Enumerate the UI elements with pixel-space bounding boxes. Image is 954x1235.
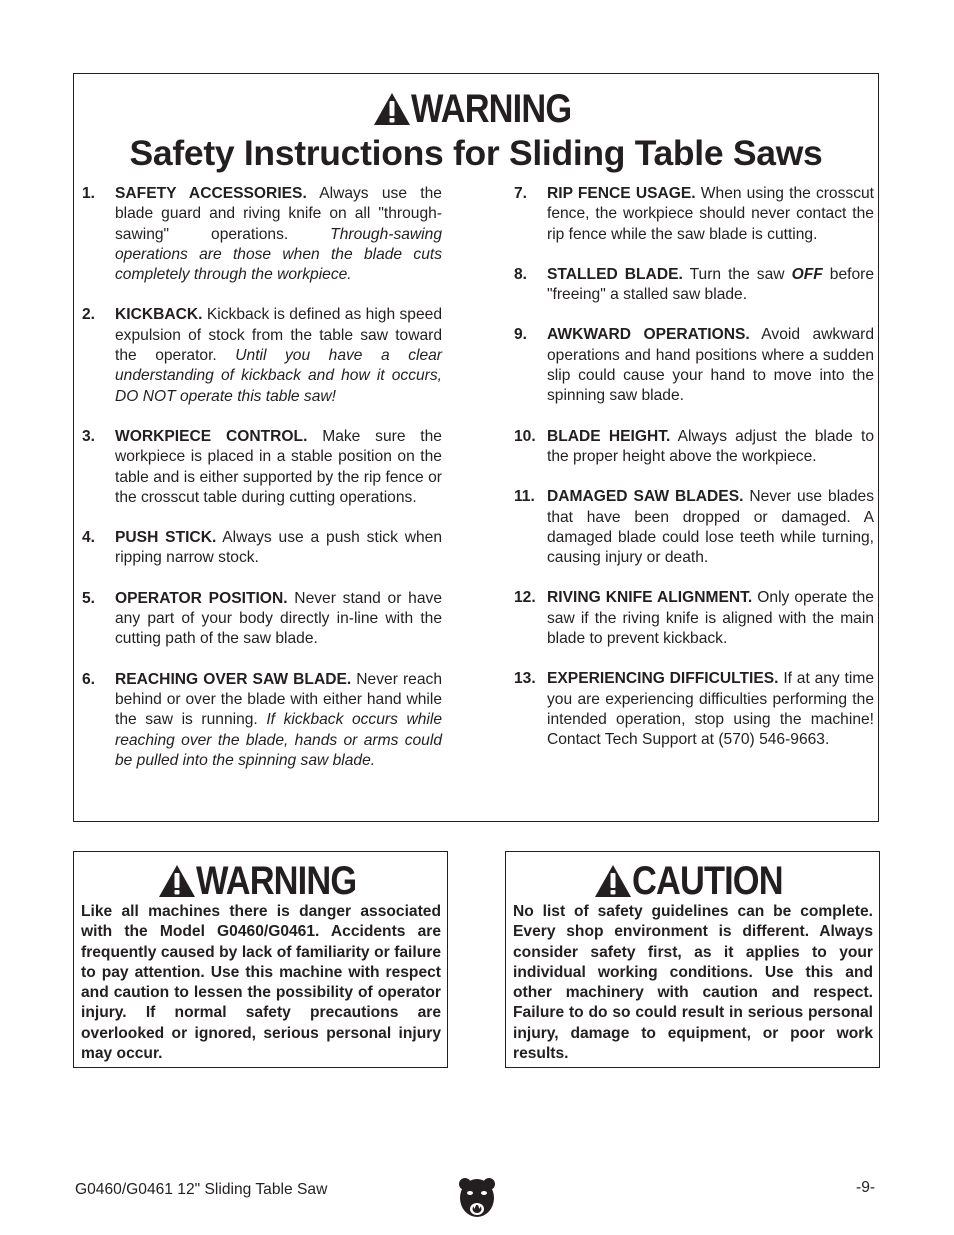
item-text: Never use blades that have been dropped or damaged. A damaged blade could lose teeth while turning, causing injury or death. xyxy=(547,488,874,567)
item-emphasis: Through-sawing operations are those when the blade cuts completely through the workpiece. xyxy=(115,225,442,284)
item-number: 5. xyxy=(82,589,96,607)
item-number: 4. xyxy=(82,529,96,547)
item-text: Always use the blade guard and riving knife on all "through-sawing" operations. xyxy=(115,185,442,243)
item-body xyxy=(547,325,874,406)
warning-triangle-icon xyxy=(373,92,411,126)
instruction-item xyxy=(82,184,442,285)
item-title: AWKWARD OPERATIONS. xyxy=(547,326,750,344)
item-text: Make sure the workpiece is placed in a stable position on the table and is either supported by the rip fence or the crosscut table during cutting operations. xyxy=(115,427,442,506)
general-warning-box xyxy=(73,851,448,1068)
instruction-item xyxy=(82,589,442,650)
item-title: WORKPIECE CONTROL. xyxy=(115,427,308,445)
footer-model: G0460/G0461 12" Sliding Table Saw xyxy=(75,1181,328,1198)
caution-text: No list of safety guidelines can be complete. Every shop environment is different. Always consider safety first, as it applies to your individual working conditions. Use this and other machinery with caution and respect. Failure to do so could result in serious personal injury, damage to equipment, or poor work results. xyxy=(513,903,873,1063)
item-title: DAMAGED SAW BLADES. xyxy=(547,488,744,506)
item-text: Never stand or have any part of your body directly in-line with the cutting path of the saw blade. xyxy=(115,589,442,648)
warning-triangle-icon xyxy=(594,864,632,898)
item-body xyxy=(547,669,874,750)
instruction-item xyxy=(82,305,442,406)
item-body xyxy=(547,487,874,568)
warning-text: Like all machines there is danger associated with the Model G0460/G0461. Accidents are frequently caused by lack of familiarity or failure to pay attention. Use this machine with respect and caution to lessen the possibility of operator injury. If normal safety precautions are overlooked or ignored, serious personal injury may occur. xyxy=(81,903,441,1063)
instruction-item xyxy=(514,487,874,568)
caution-box xyxy=(505,851,880,1068)
item-emphasis: If kickback occurs while reaching over the blade, hands or arms could be pulled into the spinning saw blade. xyxy=(115,711,443,769)
item-title: RIVING KNIFE ALIGNMENT. xyxy=(547,589,753,607)
instruction-item xyxy=(514,427,874,468)
item-number: 11. xyxy=(514,488,535,506)
item-text: Only operate the saw if the riving knife is aligned with the main blade to prevent kickback. xyxy=(547,589,874,648)
item-text: Always use a push stick when ripping narrow stock. xyxy=(115,529,442,567)
instruction-item xyxy=(514,325,874,406)
page-title: Safety Instructions for Sliding Table Saws xyxy=(129,133,823,173)
item-text: Avoid awkward operations and hand positions where a sudden slip could cause your hand to move into the spinning saw blade. xyxy=(547,326,874,405)
item-body xyxy=(115,184,442,285)
item-title: REACHING OVER SAW BLADE. xyxy=(115,670,352,688)
item-body xyxy=(547,427,874,468)
item-body xyxy=(115,670,442,771)
instruction-item xyxy=(82,670,442,771)
instructions-left-column xyxy=(82,184,442,791)
instruction-item xyxy=(82,528,442,569)
page-number: -9- xyxy=(856,1179,876,1196)
item-title: SAFETY ACCESSORIES. xyxy=(115,185,307,202)
item-title: KICKBACK. xyxy=(115,306,203,324)
item-body xyxy=(115,528,442,569)
caution-heading xyxy=(506,858,879,904)
item-title: BLADE HEIGHT. xyxy=(547,427,671,445)
item-text: If at any time you are experiencing difficulties performing the intended operation, stop using the machine! Contact Tech Support at (570) 546-9663. xyxy=(547,670,874,749)
item-number: 1. xyxy=(82,185,96,202)
warning-triangle-icon xyxy=(158,864,196,898)
item-title: OPERATOR POSITION. xyxy=(115,589,288,607)
item-number: 3. xyxy=(82,427,96,445)
item-emphasis: OFF xyxy=(791,265,823,283)
item-number: 12. xyxy=(514,589,536,607)
item-title: EXPERIENCING DIFFICULTIES. xyxy=(547,670,779,688)
item-tail: before "freeing" a stalled saw blade. xyxy=(547,265,874,304)
instruction-item xyxy=(514,669,874,750)
instructions-right-column xyxy=(514,184,874,771)
warning-word: WARNING xyxy=(411,87,572,131)
bear-logo-icon xyxy=(458,1176,496,1220)
item-body xyxy=(115,589,442,650)
item-number: 8. xyxy=(514,265,528,283)
item-body xyxy=(115,427,442,508)
item-number: 6. xyxy=(82,670,96,688)
warning-heading xyxy=(74,858,447,904)
item-body xyxy=(547,588,874,649)
instruction-item xyxy=(514,184,874,245)
warning-word: WARNING xyxy=(195,859,356,903)
item-number: 7. xyxy=(514,185,528,202)
item-text: Turn the saw xyxy=(682,265,792,283)
item-number: 10. xyxy=(514,427,536,445)
item-text: When using the crosscut fence, the workpiece should never contact the rip fence while the saw blade is cutting. xyxy=(547,185,874,243)
item-text: Kickback is defined as high speed expulsion of stock from the table saw toward the operator. xyxy=(115,306,442,365)
instruction-item xyxy=(514,265,874,306)
item-title: PUSH STICK. xyxy=(115,529,217,547)
item-title: STALLED BLADE. xyxy=(547,265,683,283)
warning-heading xyxy=(74,86,878,132)
safety-instructions-box xyxy=(73,73,879,822)
item-title: RIP FENCE USAGE. xyxy=(547,185,696,202)
caution-word: CAUTION xyxy=(631,859,783,903)
instruction-item xyxy=(514,588,874,649)
item-number: 13. xyxy=(514,670,536,688)
instruction-item xyxy=(82,427,442,508)
item-body xyxy=(547,184,874,245)
item-number: 2. xyxy=(82,306,96,324)
item-text: Always adjust the blade to the proper height above the workpiece. xyxy=(547,427,874,465)
item-body xyxy=(115,305,442,406)
item-body xyxy=(547,265,874,306)
item-text: Never reach behind or over the blade with either hand while the saw is running. xyxy=(115,670,442,729)
item-number: 9. xyxy=(514,326,528,344)
item-emphasis: Until you have a clear understanding of kickback and how it occurs, DO NOT operate this table saw! xyxy=(115,347,442,405)
